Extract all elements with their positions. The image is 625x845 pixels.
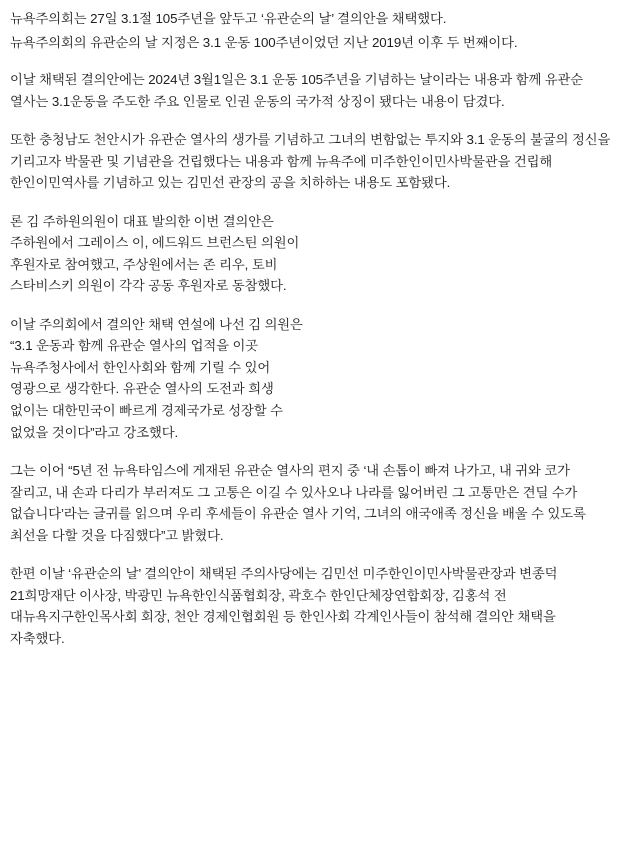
paragraph-speech-quote: 이날 주의회에서 결의안 채택 연설에 나선 김 의원은 “3.1 운동과 함께 유관순 열사의 업적을 이곳 뉴욕주청사에서 한인사회와 함께 기릴 수 있어 영광으로 생각한다. 유관순 열사의 도전과 희생 없이는 대한민국이 빠르게 경제국가로 성장할 수 없었을 것이다”라고 강조했다. <box>10 316 303 440</box>
paragraph-cheonan-museum: 또한 충청남도 천안시가 유관순 열사의 생가를 기념하고 그녀의 변함없는 투지와 3.1 운동의 불굴의 정신을 기리고자 박물관 및 기념관을 건립했다는 내용과 함께 뉴욕주에 미주한인이민사박물관을 건립해 한인이민역사를 기념하고 있는 김민선 관장의 공을 치하하는 내용도 포함됐다. <box>10 132 611 191</box>
paragraph-sponsors: 론 김 주하원의원이 대표 발의한 이번 결의안은 주하원에서 그레이스 이, 에드워드 브런스틴 의원이 후원자로 참여했고, 주상원에서는 존 리우, 토비 스타비스키 의원이 각각 공동 후원자로 동참했다. <box>10 213 300 294</box>
paragraph-resolution-content: 이날 채택된 결의안에는 2024년 3월1일은 3.1 운동 105주년을 기념하는 날이라는 내용과 함께 유관순 열사는 3.1운동을 주도한 주요 인물로 인권 운동의 국가적 상징이 됐다는 내용이 담겼다. <box>10 72 584 109</box>
paragraph-attendees: 한편 이날 ‘유관순의 날’ 결의안이 채택된 주의사당에는 김민선 미주한인이민사박물관장과 변종덕 21희망재단 이사장, 박광민 뉴욕한인식품협회장, 곽호수 한인단체장연합회장, 김홍석 전 대뉴욕지구한인목사회 회장, 천안 경제인협회원 등 한인사회 각계인사들이 참석해 결의안 채택을 자축했다. <box>10 566 558 646</box>
paragraph-lead-2: 뉴욕주의회의 유관순의 날 지정은 3.1 운동 100주년이었던 지난 2019년 이후 두 번째이다. <box>10 34 518 50</box>
paragraph-letter-quote: 그는 이어 “5년 전 뉴욕타임스에 게재된 유관순 열사의 편지 중 ‘내 손톱이 빠져 나가고, 내 귀와 코가 잘리고, 내 손과 다리가 부러져도 그 고통은 이길 수 있사오나 나라를 잃어버린 그 고통만은 견딜 수가 없습니다’라는 글귀를 읽으며 우리 후세들이 유관순 열사 기억, 그녀의 애국애족 정신을 배울 수 있도록 최선을 다할 것을 다짐했다”고 밝혔다. <box>10 463 586 543</box>
paragraph-lead-1: 뉴욕주의회는 27일 3.1절 105주년을 앞두고 ‘유관순의 날’ 결의안을 채택했다. <box>10 11 447 26</box>
